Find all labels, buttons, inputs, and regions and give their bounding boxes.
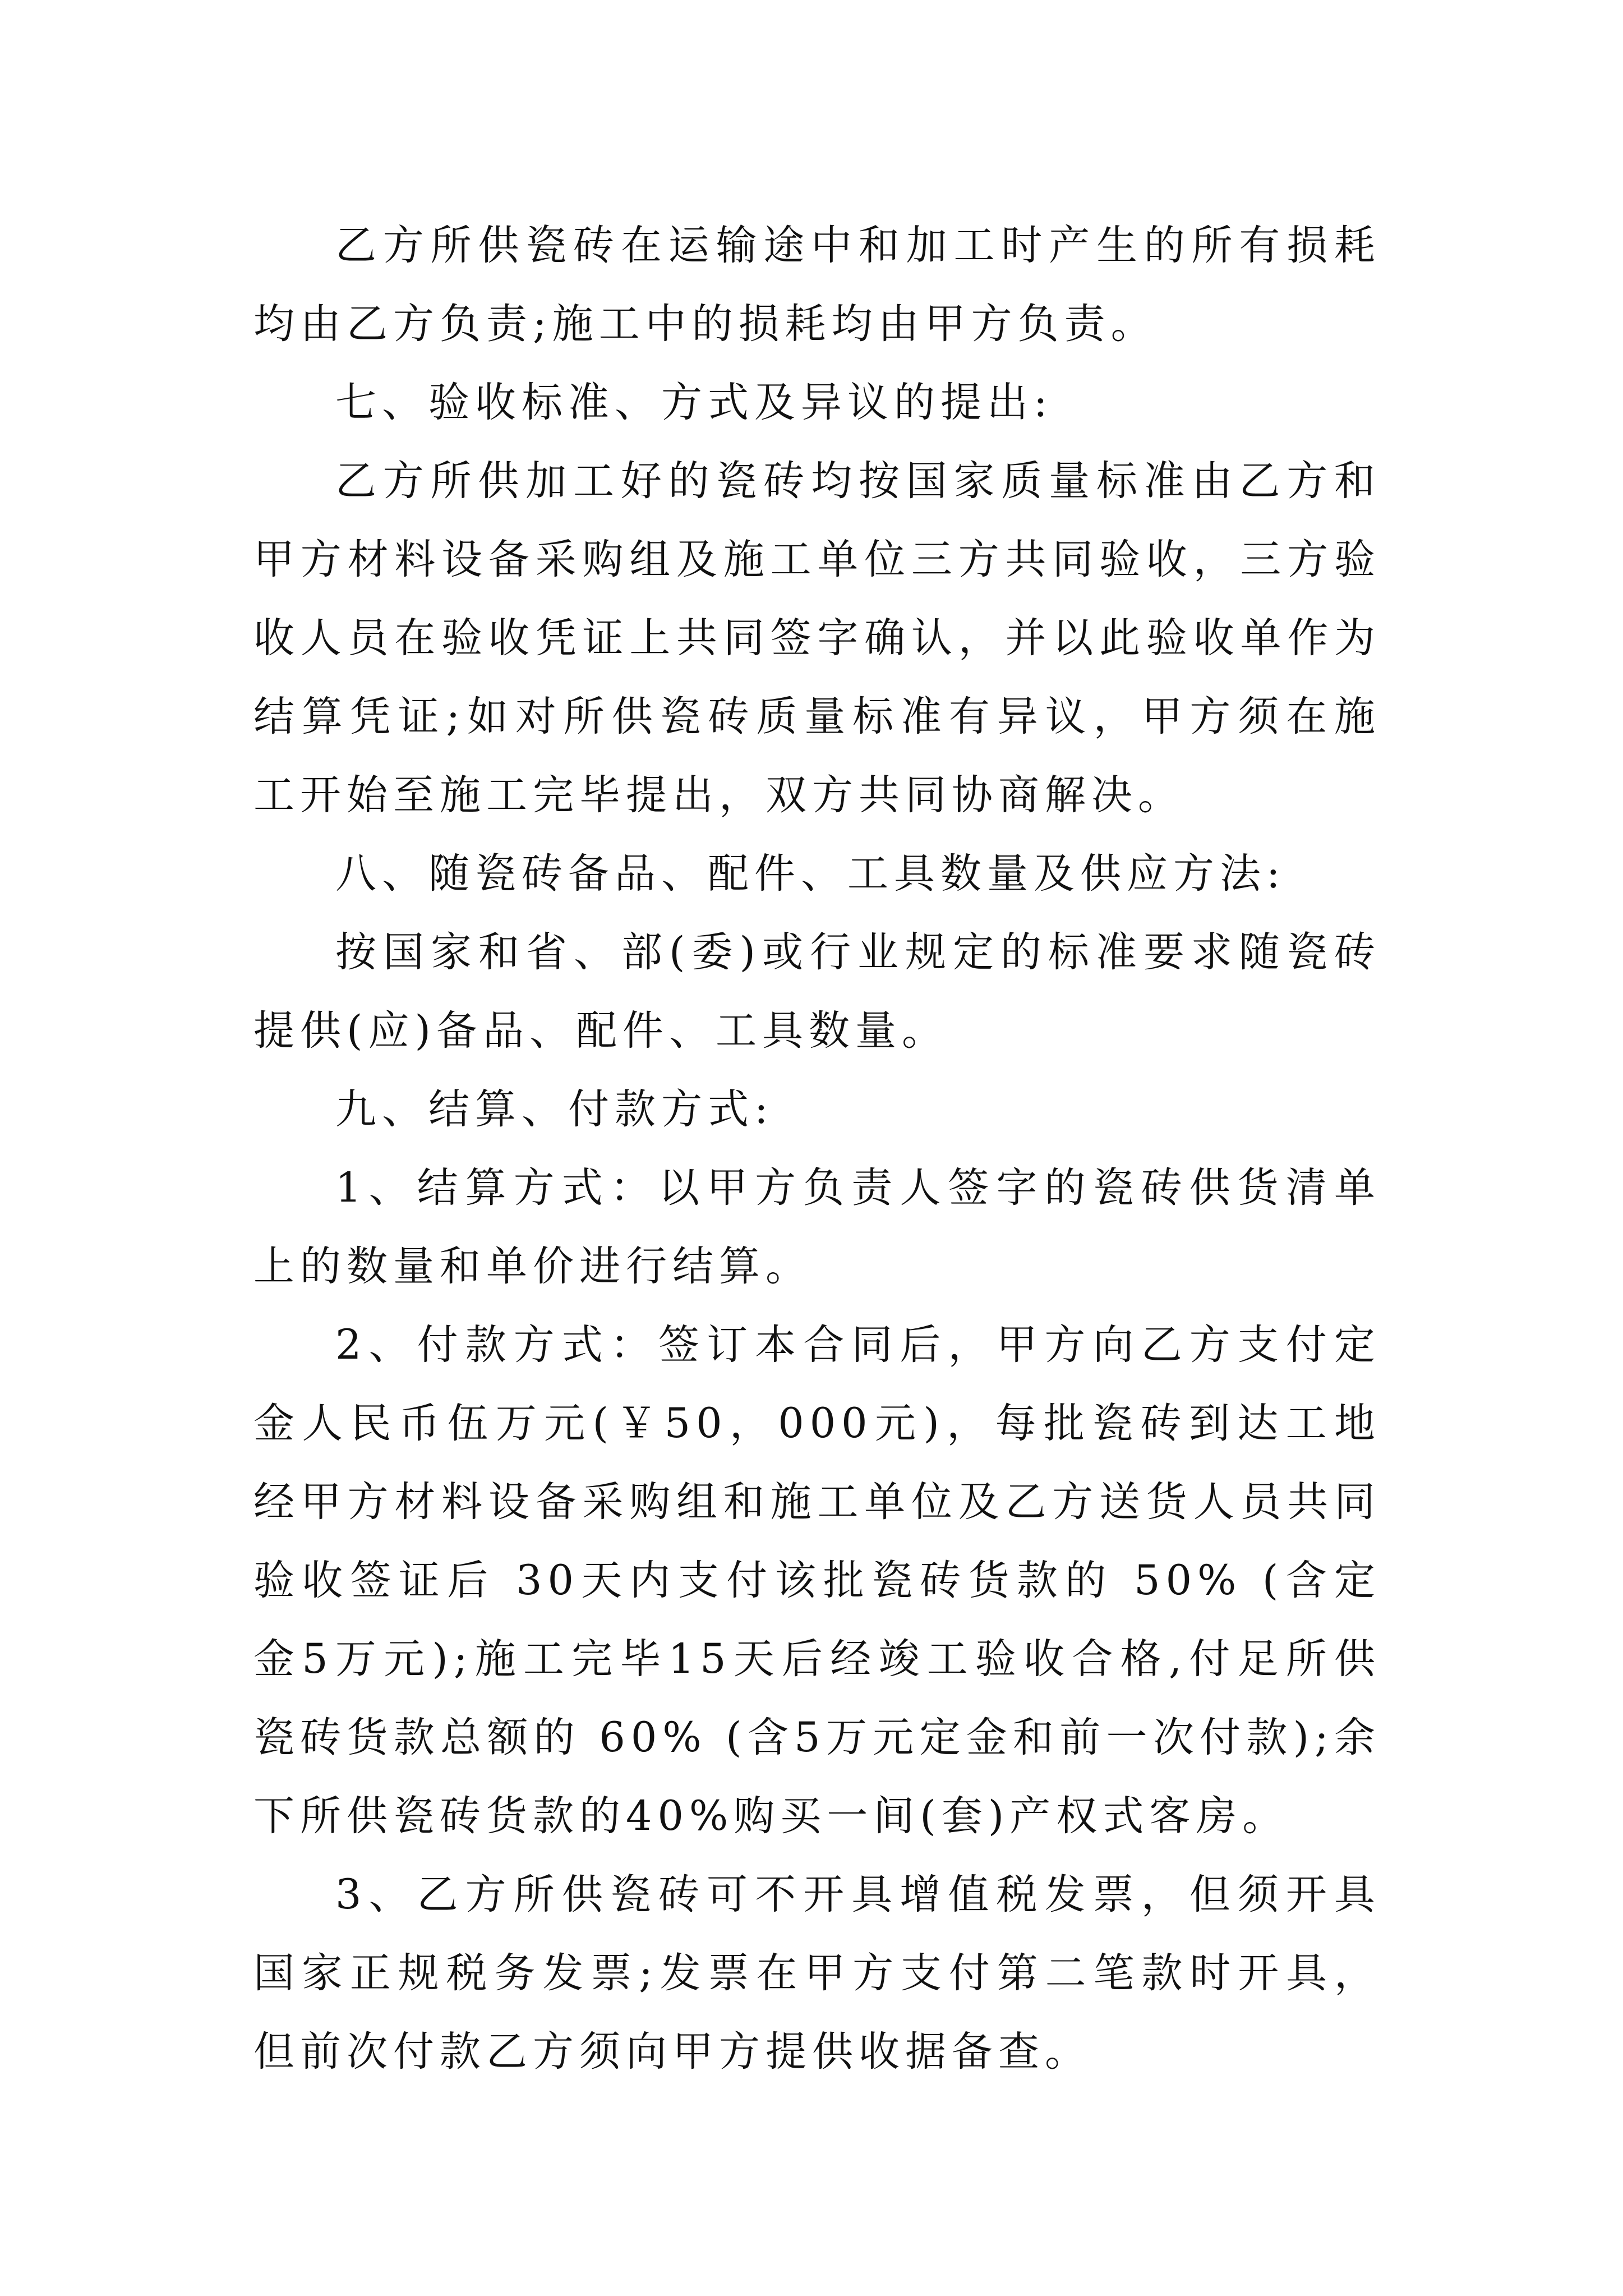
paragraph-loss-responsibility: 乙方所供瓷砖在运输途中和加工时产生的所有损耗均由乙方负责;施工中的损耗均由甲方负责。 [253, 222, 1381, 348]
paragraph-payment-method: 2、付款方式：签订本合同后，甲方向乙方支付定金人民币伍万元(￥50，000元)，每批瓷砖到达工地经甲方材料设备采购组和施工单位及乙方送货人员共同验收签证后 30天内支付该批瓷砖货款的 50% (含定金5万元);施工完毕15天后经竣工验收合格,付足所供瓷砖货款总额的 60% (含5万元定金和前一次付款);余下所供瓷砖货款的40%购买一间(套)产权式客房。 [253, 1321, 1381, 1840]
paragraph-settlement-method: 1、结算方式：以甲方负责人签字的瓷砖供货清单上的数量和单价进行结算。 [253, 1164, 1381, 1290]
paragraph-spare-parts: 按国家和省、部(委)或行业规定的标准要求随瓷砖提供(应)备品、配件、工具数量。 [253, 928, 1381, 1055]
heading-section-7: 七、验收标准、方式及异议的提出: [335, 379, 1053, 426]
paragraph-acceptance: 乙方所供加工好的瓷砖均按国家质量标准由乙方和甲方材料设备采购组及施工单位三方共同验收，三方验收人员在验收凭证上共同签字确认，并以此验收单作为结算凭证;如对所供瓷砖质量标准有异议，甲方须在施工开始至施工完毕提出，双方共同协商解决。 [253, 457, 1381, 819]
document-body [253, 206, 1381, 2091]
heading-section-8: 八、随瓷砖备品、配件、工具数量及供应方法: [335, 850, 1286, 898]
paragraph-invoice: 3、乙方所供瓷砖可不开具增值税发票，但须开具国家正规税务发票;发票在甲方支付第二笔款时开具，但前次付款乙方须向甲方提供收据备查。 [253, 1871, 1381, 2076]
heading-section-9: 九、结算、付款方式: [335, 1085, 774, 1133]
